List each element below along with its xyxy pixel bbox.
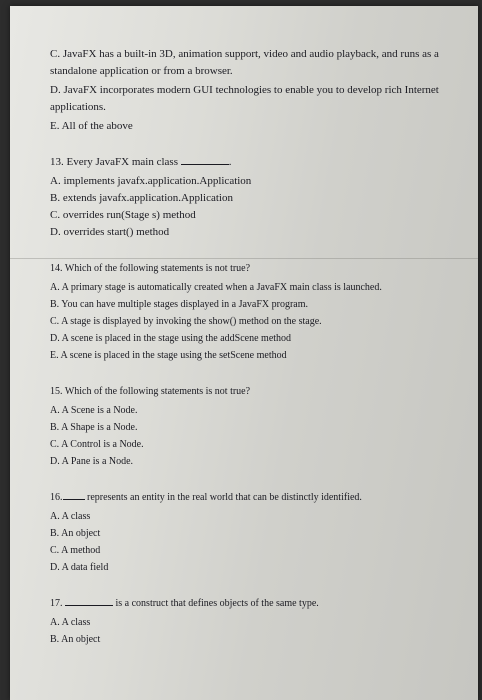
question-17-option-b: B. An object [50,634,101,645]
question-16-stem [50,489,470,506]
question-12-tail [50,46,470,135]
question-17-option-a: A. A class [50,617,91,628]
question-16-number: 16. [50,492,63,503]
question-14-option-d: D. A scene is placed in the stage using the addScene method [50,333,292,344]
question-13-option-c: C. overrides run(Stage s) method [50,209,196,221]
question-16-option-b: B. An object [50,528,101,539]
question-13 [50,154,470,241]
question-14-option-a: A. A primary stage is automatically created when a JavaFX main class is launched. [50,282,382,293]
question-13-number: 13. [50,156,64,168]
question-16-text: represents an entity in the real world that can be distinctly identified. [87,492,362,503]
question-17-text: is a construct that defines objects of the same type. [115,598,319,609]
question-13-text: Every JavaFX main class [66,156,178,168]
question-14-option-e: E. A scene is placed in the stage using the setScene method [50,350,287,361]
question-14 [50,260,470,364]
question-17-blank [65,595,113,606]
question-15-text: Which of the following statements is not true? [64,386,251,397]
exam-content [50,46,470,667]
question-14-number: 14. [50,263,63,274]
question-15 [50,383,470,470]
question-15-option-b: B. A Shape is a Node. [50,422,138,433]
question-13-stem: 13. Every JavaFX main class . [50,156,232,168]
question-15-option-d: D. A Pane is a Node. [50,456,134,467]
question-17-number: 17. [50,598,63,609]
question-16-option-d: D. A data field [50,562,109,573]
question-17 [50,595,470,648]
question-15-number: 15. [50,386,63,397]
question-16-option-a: A. A class [50,511,91,522]
exam-paper [10,6,478,700]
question-17-stem [50,595,470,612]
question-15-stem [50,383,470,400]
question-15-option-c: C. A Control is a Node. [50,439,144,450]
question-13-option-d: D. overrides start() method [50,226,170,238]
question-14-option-b: B. You can have multiple stages displayed in a JavaFX program. [50,299,309,310]
question-16-option-c: C. A method [50,545,101,556]
question-15-option-a: A. A Scene is a Node. [50,405,138,416]
question-13-option-a: A. implements javafx.application.Application [50,175,252,187]
question-14-option-c: C. A stage is displayed by invoking the show() method on the stage. [50,316,322,327]
question-16 [50,489,470,576]
question-12-option-c: C. JavaFX has a built-in 3D, animation support, video and audio playback, and runs as a standalone application or from a browser. [50,48,439,77]
question-14-stem [50,260,470,277]
question-13-option-b: B. extends javafx.application.Application [50,192,233,204]
question-16-blank [63,489,85,500]
question-13-blank [181,154,229,165]
question-14-text: Which of the following statements is not true? [64,263,251,274]
question-12-option-d: D. JavaFX incorporates modern GUI technologies to enable you to develop rich Internet applications. [50,84,439,113]
question-12-option-e: E. All of the above [50,120,133,132]
